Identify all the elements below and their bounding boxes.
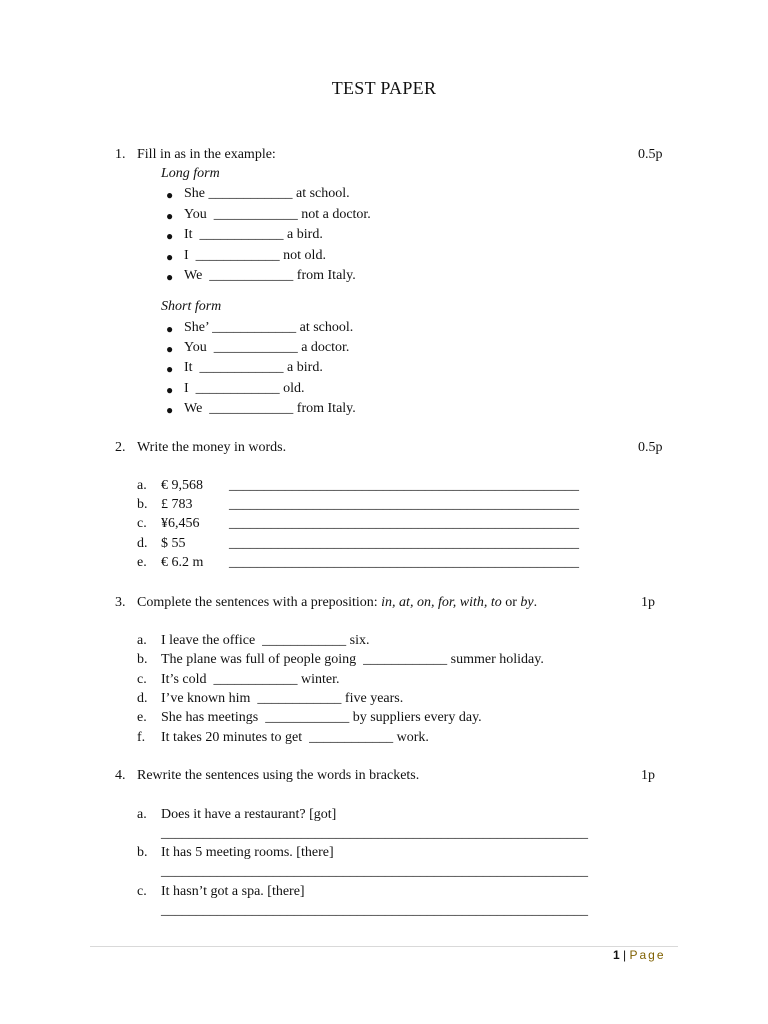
prompt-prepositions: in, at, on, for, with, to	[381, 595, 502, 610]
money-amount: £ 783	[161, 497, 193, 512]
bullet-icon: ●	[166, 229, 174, 243]
answer-line: _____________________________________________________________	[161, 903, 588, 918]
bullet-icon: ●	[166, 403, 174, 417]
sentence-item: The plane was full of people going ____________ summer holiday.	[161, 652, 544, 667]
bullet-icon: ●	[166, 383, 174, 397]
page-title: TEST PAPER	[331, 78, 437, 98]
page-label: Page	[629, 948, 666, 962]
question-1-points: 0.5p	[638, 147, 663, 162]
money-amount: $ 55	[161, 536, 186, 551]
item-letter: c.	[137, 672, 147, 687]
rewrite-item: It hasn’t got a spa. [there]	[161, 884, 305, 899]
short-form-item: She’ ____________ at school.	[184, 320, 354, 335]
short-form-item: You ____________ a doctor.	[184, 340, 350, 355]
sentence-item: She has meetings ____________ by suppliers every day.	[161, 710, 482, 725]
prompt-or: or	[501, 595, 521, 610]
bullet-icon: ●	[166, 209, 174, 223]
question-4-prompt: Rewrite the sentences using the words in brackets.	[137, 768, 420, 783]
question-4-number: 4.	[115, 768, 126, 783]
long-form-item: She ____________ at school.	[184, 186, 350, 201]
short-form-item: I ____________ old.	[184, 381, 305, 396]
item-letter: e.	[137, 710, 147, 725]
item-letter: c.	[137, 884, 147, 899]
long-form-item: It ____________ a bird.	[184, 227, 323, 242]
sentence-item: I’ve known him ____________ five years.	[161, 691, 404, 706]
prompt-by: by	[520, 595, 534, 610]
long-form-item: I ____________ not old.	[184, 248, 326, 263]
sentence-item: I leave the office ____________ six.	[161, 633, 370, 648]
sentence-item: It’s cold ____________ winter.	[161, 672, 340, 687]
answer-line: __________________________________________________	[229, 555, 579, 570]
money-amount: ¥6,456	[161, 516, 200, 531]
money-amount: € 6.2 m	[161, 555, 204, 570]
question-2-prompt: Write the money in words.	[137, 440, 287, 455]
item-letter: d.	[137, 691, 148, 706]
page-number: 1	[613, 948, 620, 962]
rewrite-item: It has 5 meeting rooms. [there]	[161, 845, 334, 860]
money-amount: € 9,568	[161, 478, 203, 493]
question-3-number: 3.	[115, 595, 126, 610]
bullet-icon: ●	[166, 362, 174, 376]
answer-line: _____________________________________________________________	[161, 864, 588, 879]
item-letter: f.	[137, 730, 146, 745]
answer-line: __________________________________________________	[229, 497, 579, 512]
bullet-icon: ●	[166, 322, 174, 336]
question-1-number: 1.	[115, 147, 126, 162]
bullet-icon: ●	[166, 342, 174, 356]
footer-divider	[90, 946, 678, 947]
answer-line: __________________________________________________	[229, 478, 579, 493]
bullet-icon: ●	[166, 188, 174, 202]
prompt-text: Complete the sentences with a preposition:	[137, 595, 382, 610]
rewrite-item: Does it have a restaurant? [got]	[161, 807, 337, 822]
item-letter: b.	[137, 652, 148, 667]
item-letter: a.	[137, 478, 147, 493]
long-form-item: You ____________ not a doctor.	[184, 207, 371, 222]
item-letter: b.	[137, 845, 148, 860]
bullet-icon: ●	[166, 270, 174, 284]
answer-line: __________________________________________________	[229, 516, 579, 531]
question-3-prompt	[137, 595, 537, 611]
bullet-icon: ●	[166, 250, 174, 264]
item-letter: a.	[137, 807, 147, 822]
item-letter: b.	[137, 497, 148, 512]
long-form-heading: Long form	[161, 166, 220, 181]
prompt-end: .	[533, 595, 538, 610]
answer-line: __________________________________________________	[229, 536, 579, 551]
question-3-points: 1p	[641, 595, 655, 610]
item-letter: c.	[137, 516, 147, 531]
item-letter: e.	[137, 555, 147, 570]
question-4-points: 1p	[641, 768, 655, 783]
item-letter: d.	[137, 536, 148, 551]
question-1-prompt: Fill in as in the example:	[137, 147, 276, 162]
short-form-heading: Short form	[161, 299, 222, 314]
footer-separator: |	[619, 948, 630, 962]
item-letter: a.	[137, 633, 147, 648]
short-form-item: It ____________ a bird.	[184, 360, 323, 375]
long-form-item: We ____________ from Italy.	[184, 268, 356, 283]
answer-line: _____________________________________________________________	[161, 826, 588, 841]
question-2-points: 0.5p	[638, 440, 663, 455]
short-form-item: We ____________ from Italy.	[184, 401, 356, 416]
question-2-number: 2.	[115, 440, 126, 455]
sentence-item: It takes 20 minutes to get ____________ work.	[161, 730, 429, 745]
page-footer	[613, 948, 666, 962]
